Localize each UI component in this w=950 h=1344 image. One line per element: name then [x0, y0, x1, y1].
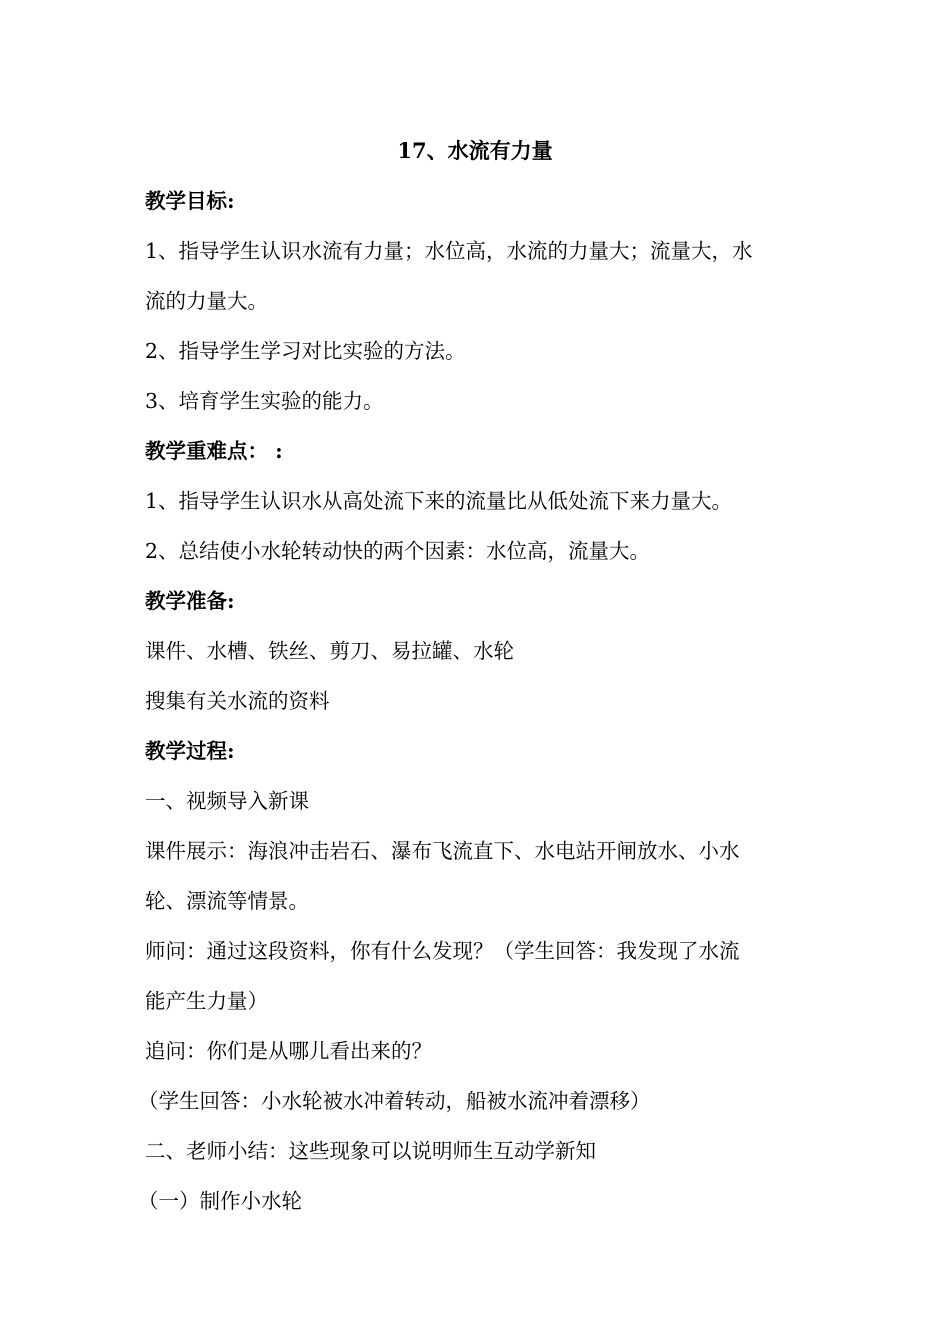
goal-3: 3、培育学生实验的能力。 [145, 389, 384, 413]
difficulty-1: 1、指导学生认识水从高处流下来的流量比从低处流下来力量大。 [145, 489, 733, 513]
difficulty-2: 2、总结使小水轮转动快的两个因素：水位高，流量大。 [145, 539, 651, 563]
follow-up-question: 追问：你们是从哪儿看出来的？ [145, 1039, 432, 1063]
courseware-display-line-2: 轮、漂流等情景。 [145, 889, 309, 913]
process-step-2: 二、老师小结：这些现象可以说明师生互动学新知 [145, 1139, 596, 1163]
courseware-display-line-1: 课件展示：海浪冲击岩石、瀑布飞流直下、水电站开闸放水、小水 [145, 839, 740, 863]
student-answer: （学生回答：小水轮被水冲着转动，船被水流冲着漂移） [138, 1089, 651, 1113]
heading-teaching-goals: 教学目标: [145, 189, 235, 213]
document-title: 17、水流有力量 [397, 138, 553, 163]
heading-key-difficulties: 教学重难点： : [145, 439, 283, 463]
heading-teaching-process: 教学过程: [145, 739, 235, 763]
process-step-1: 一、视频导入新课 [145, 789, 309, 813]
goal-2: 2、指导学生学习对比实验的方法。 [145, 339, 466, 363]
teacher-question-line-1: 师问：通过这段资料，你有什么发现？（学生回答：我发现了水流 [145, 939, 740, 963]
sub-step-make-waterwheel: （一）制作小水轮 [138, 1189, 302, 1213]
goal-1-line-2: 流的力量大。 [145, 289, 268, 313]
preparation-materials: 课件、水槽、铁丝、剪刀、易拉罐、水轮 [145, 639, 514, 663]
heading-teaching-preparation: 教学准备: [145, 589, 235, 613]
goal-1-line-1: 1、指导学生认识水流有力量；水位高，水流的力量大；流量大，水 [145, 239, 753, 263]
teacher-question-line-2: 能产生力量） [145, 989, 268, 1013]
preparation-research: 搜集有关水流的资料 [145, 689, 330, 713]
